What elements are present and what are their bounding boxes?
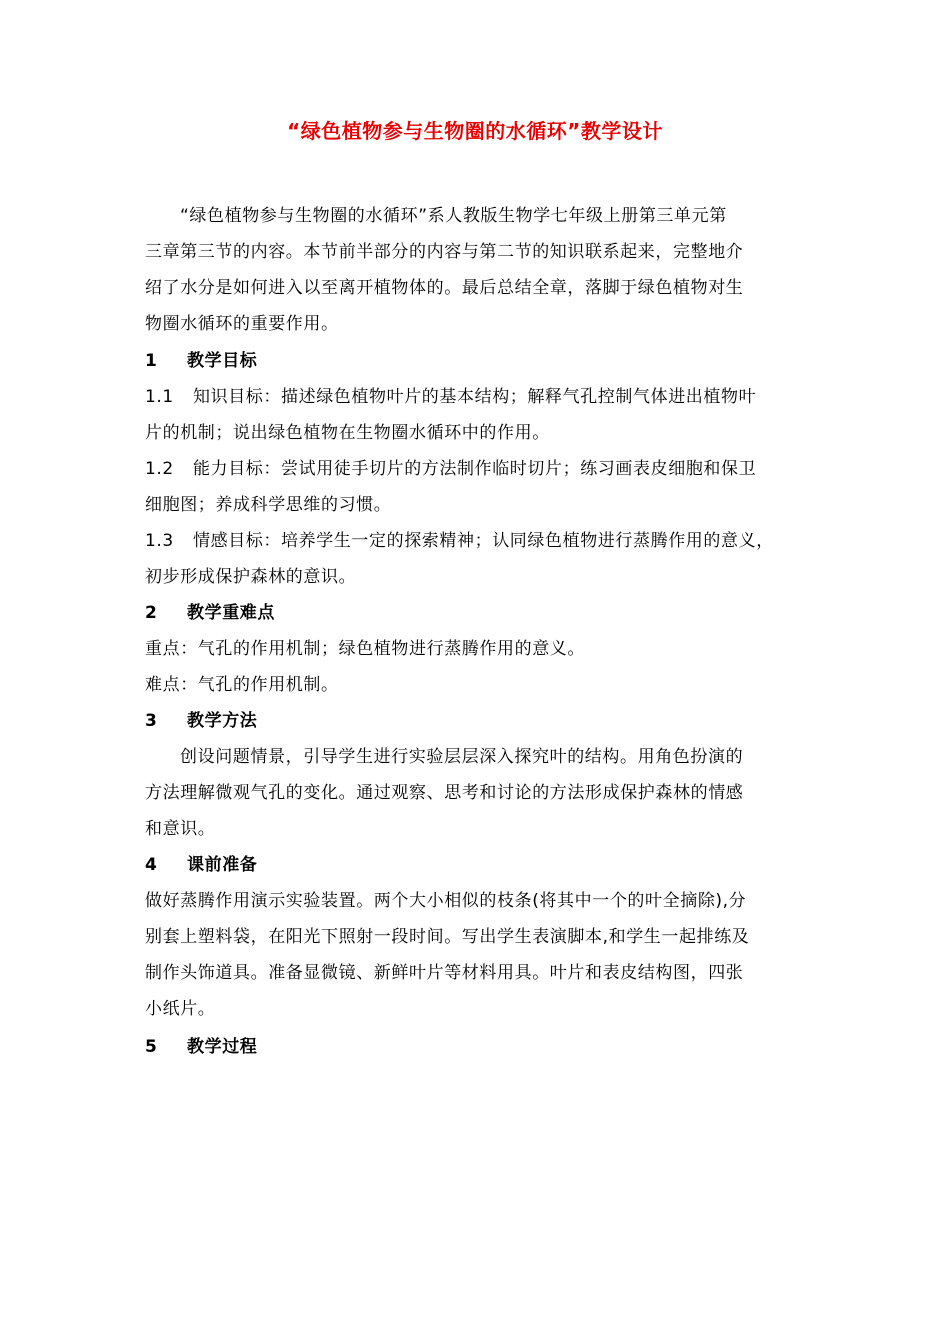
preparation-line-3: 制作头饰道具。准备显微镜、新鲜叶片等材料用具。叶片和表皮结构图，四张 xyxy=(145,963,744,983)
method-line-1: 创设问题情景，引导学生进行实验层层深入探究叶的结构。用角色扮演的 xyxy=(180,747,744,767)
item-number: 1.2 xyxy=(145,459,174,479)
method-line-2: 方法理解微观气孔的变化。通过观察、思考和讨论的方法形成保护森林的情感 xyxy=(145,783,744,803)
item-number: 1.1 xyxy=(145,387,174,407)
section-number: 5 xyxy=(145,1037,158,1057)
section-number: 1 xyxy=(145,351,158,371)
item-text: 知识目标：描述绿色植物叶片的基本结构；解释气孔控制气体进出植物叶 xyxy=(193,387,757,407)
intro-line-1: “绿色植物参与生物圈的水循环”系人教版生物学七年级上册第三单元第 xyxy=(180,206,727,226)
objective-1-1-line-2: 片的机制；说出绿色植物在生物圈水循环中的作用。 xyxy=(145,423,550,443)
item-text: 能力目标：尝试用徒手切片的方法制作临时切片；练习画表皮细胞和保卫 xyxy=(193,459,757,479)
objective-1-2-line-1 xyxy=(145,457,756,481)
key-points-line: 重点：气孔的作用机制；绿色植物进行蒸腾作用的意义。 xyxy=(145,639,585,659)
intro-line-4: 物圈水循环的重要作用。 xyxy=(145,314,339,334)
preparation-line-1: 做好蒸腾作用演示实验装置。两个大小相似的枝条(将其中一个的叶全摘除),分 xyxy=(145,891,747,911)
section-5-heading xyxy=(145,1035,257,1059)
section-heading-text: 教学过程 xyxy=(187,1037,258,1057)
preparation-line-2: 别套上塑料袋，在阳光下照射一段时间。写出学生表演脚本,和学生一起排练及 xyxy=(145,927,750,947)
objective-1-3-line-1 xyxy=(145,529,774,553)
section-heading-text: 教学方法 xyxy=(187,711,258,731)
section-number: 4 xyxy=(145,855,158,875)
section-1-heading xyxy=(145,349,257,373)
section-number: 2 xyxy=(145,603,158,623)
section-2-heading xyxy=(145,601,275,625)
section-3-heading xyxy=(145,709,257,733)
section-4-heading xyxy=(145,853,257,877)
section-number: 3 xyxy=(145,711,158,731)
method-line-3: 和意识。 xyxy=(145,819,216,839)
preparation-line-4: 小纸片。 xyxy=(145,999,216,1019)
item-text: 情感目标：培养学生一定的探索精神；认同绿色植物进行蒸腾作用的意义， xyxy=(193,531,774,551)
objective-1-1-line-1 xyxy=(145,385,756,409)
objective-1-3-line-2: 初步形成保护森林的意识。 xyxy=(145,567,357,587)
section-heading-text: 课前准备 xyxy=(187,855,258,875)
section-heading-text: 教学重难点 xyxy=(187,603,275,623)
item-number: 1.3 xyxy=(145,531,174,551)
document-title: “绿色植物参与生物圈的水循环”教学设计 xyxy=(287,119,663,143)
section-heading-text: 教学目标 xyxy=(187,351,258,371)
difficult-points-line: 难点：气孔的作用机制。 xyxy=(145,675,339,695)
intro-line-3: 绍了水分是如何进入以至离开植物体的。最后总结全章，落脚于绿色植物对生 xyxy=(145,278,744,298)
intro-line-2: 三章第三节的内容。本节前半部分的内容与第二节的知识联系起来，完整地介 xyxy=(145,242,744,262)
objective-1-2-line-2: 细胞图；养成科学思维的习惯。 xyxy=(145,495,392,515)
